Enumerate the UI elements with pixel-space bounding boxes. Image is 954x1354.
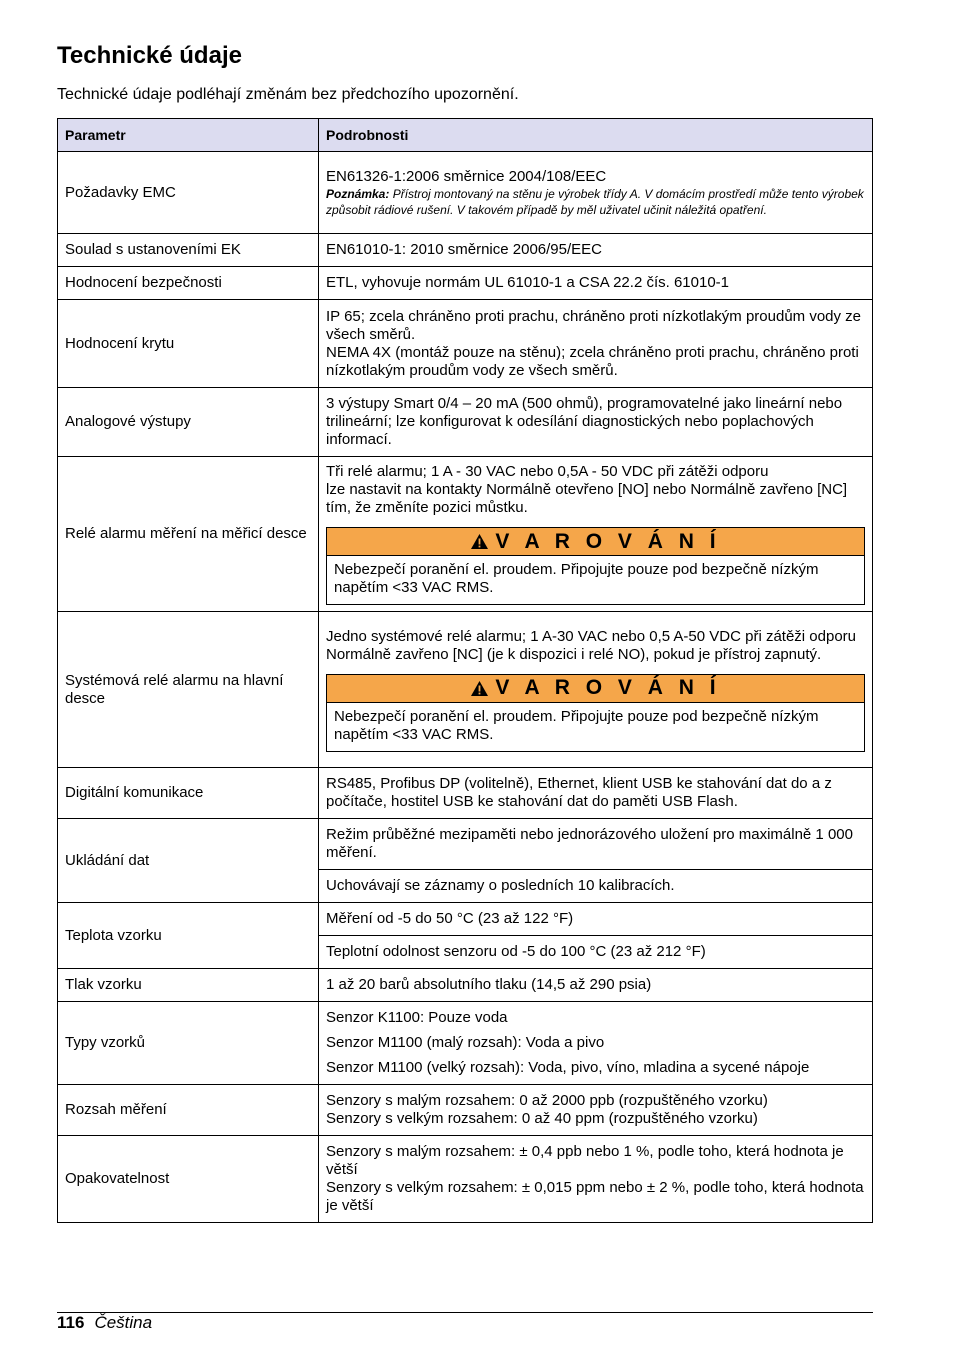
table-row [58,388,873,457]
table-row [58,1136,873,1223]
param-cell: Soulad s ustanoveními EK [58,234,319,267]
page-number: 116 [57,1313,85,1332]
param-cell: Hodnocení bezpečnosti [58,267,319,300]
details-text: Tři relé alarmu; 1 A - 30 VAC nebo 0,5A - 50 VDC při zátěži odporu [326,463,769,480]
details-cell [319,457,873,612]
warning-triangle-icon [470,680,489,697]
table-row [58,234,873,267]
details-text: Senzor M1100 (velký rozsah): Voda, pivo, víno, mladina a sycené nápoje [326,1059,810,1076]
note-label: Poznámka: [326,186,390,201]
details-cell [319,1002,873,1085]
param-cell: Typy vzorků [58,1002,319,1085]
page-footer [57,1313,152,1333]
details-cell: 3 výstupy Smart 0/4 – 20 mA (500 ohmů), programovatelné jako lineární nebo trilineární; lze konfigurovat k odesílání diagnostických nebo poplachových informací. [319,388,873,457]
details-cell: Režim průběžné mezipaměti nebo jednorázového uložení pro maximálně 1 000 měření. [319,819,873,870]
details-cell [319,1085,873,1136]
details-cell: Uchovávají se záznamy o posledních 10 kalibracích. [319,870,873,903]
warning-text: Nebezpečí poranění el. proudem. Připojujte pouze pod bezpečně nízkým napětím <33 VAC RMS. [334,561,819,596]
details-text: Senzor M1100 (malý rozsah): Voda a pivo [326,1034,605,1051]
details-text: lze nastavit na kontakty Normálně otevřeno [NO] nebo Normálně zavřeno [NC] tím, že změníte pozici můstku. [326,481,848,516]
table-row [58,1085,873,1136]
header-details: Podrobnosti [319,119,873,152]
note [326,186,865,218]
header-param: Parametr [58,119,319,152]
table-row [58,300,873,388]
param-cell: Ukládání dat [58,819,319,903]
table-row [58,768,873,819]
spec-table [57,118,873,1223]
param-cell: Požadavky EMC [58,152,319,234]
param-cell: Teplota vzorku [58,903,319,969]
warning-box [326,527,865,605]
details-cell: RS485, Profibus DP (volitelně), Ethernet, klient USB ke stahování dat do a z počítače, hostitel USB ke stahování dat do paměti USB Flash. [319,768,873,819]
details-text: NEMA 4X (montáž pouze na stěnu); zcela chráněno proti prachu, chráněno proti nízkotlakým proudům vody ze všech směrů. [326,343,859,379]
warning-header [327,528,864,556]
warning-text: Nebezpečí poranění el. proudem. Připojujte pouze pod bezpečně nízkým napětím <33 VAC RMS. [334,707,819,743]
page-title: Technické údaje [57,42,242,69]
param-cell: Hodnocení krytu [58,300,319,388]
details-cell [319,152,873,234]
param-cell: Rozsah měření [58,1085,319,1136]
details-cell [319,1136,873,1223]
details-cell [319,300,873,388]
table-row [58,903,873,936]
footer-language: Čeština [94,1313,153,1332]
details-text: Jedno systémové relé alarmu; 1 A-30 VAC nebo 0,5 A-50 VDC při zátěži odporu [326,627,857,645]
details-cell: EN61010-1: 2010 směrnice 2006/95/EEC [319,234,873,267]
table-row [58,152,873,234]
table-row [58,819,873,870]
details-text: Senzory s velkým rozsahem: 0 až 40 ppm (rozpuštěného vzorku) [326,1110,758,1127]
intro-text: Technické údaje podléhají změnám bez předchozího upozornění. [57,86,519,103]
details-text: IP 65; zcela chráněno proti prachu, chráněno proti nízkotlakým proudům vody ze všech směrů. [326,307,862,343]
param-cell: Opakovatelnost [58,1136,319,1223]
details-cell: 1 až 20 barů absolutního tlaku (14,5 až 290 psia) [319,969,873,1002]
details-text: EN61326-1:2006 směrnice 2004/108/EEC [326,167,607,185]
details-text: Senzor K1100: Pouze voda [326,1009,508,1026]
table-header-row [58,119,873,152]
param-cell: Tlak vzorku [58,969,319,1002]
details-text: Senzory s malým rozsahem: 0 až 2000 ppb (rozpuštěného vzorku) [326,1092,768,1109]
footer-divider [57,1312,873,1313]
warning-title: V A R O V Á N Í [495,529,721,553]
param-cell: Analogové výstupy [58,388,319,457]
details-text: Senzory s velkým rozsahem: ± 0,015 ppm nebo ± 2 %, podle toho, která hodnota je větší [326,1179,864,1214]
details-cell: ETL, vyhovuje normám UL 61010-1 a CSA 22.2 čís. 61010-1 [319,267,873,300]
warning-header [327,675,864,703]
details-cell [319,612,873,768]
table-row [58,457,873,612]
details-text: Senzory s malým rozsahem: ± 0,4 ppb nebo 1 %, podle toho, která hodnota je větší [326,1143,844,1178]
table-row [58,267,873,300]
details-text: Normálně zavřeno [NC] (je k dispozici i relé NO), pokud je přístroj zapnutý. [326,645,822,663]
note-text: Přístroj montovaný na stěnu je výrobek třídy A. V domácím prostředí může tento výrobek způsobit rádiové rušení. V takovém případě by měl uživatel učinit náležitá opatření. [326,186,864,217]
table-row [58,612,873,768]
param-cell: Systémová relé alarmu na hlavní desce [58,612,319,768]
warning-title: V A R O V Á N Í [495,676,721,699]
details-cell: Teplotní odolnost senzoru od -5 do 100 °C (23 až 212 °F) [319,936,873,969]
param-cell: Relé alarmu měření na měřicí desce [58,457,319,612]
details-cell: Měření od -5 do 50 °C (23 až 122 °F) [319,903,873,936]
warning-box [326,674,865,752]
table-row [58,969,873,1002]
table-row [58,1002,873,1085]
warning-triangle-icon [470,533,489,550]
param-cell: Digitální komunikace [58,768,319,819]
